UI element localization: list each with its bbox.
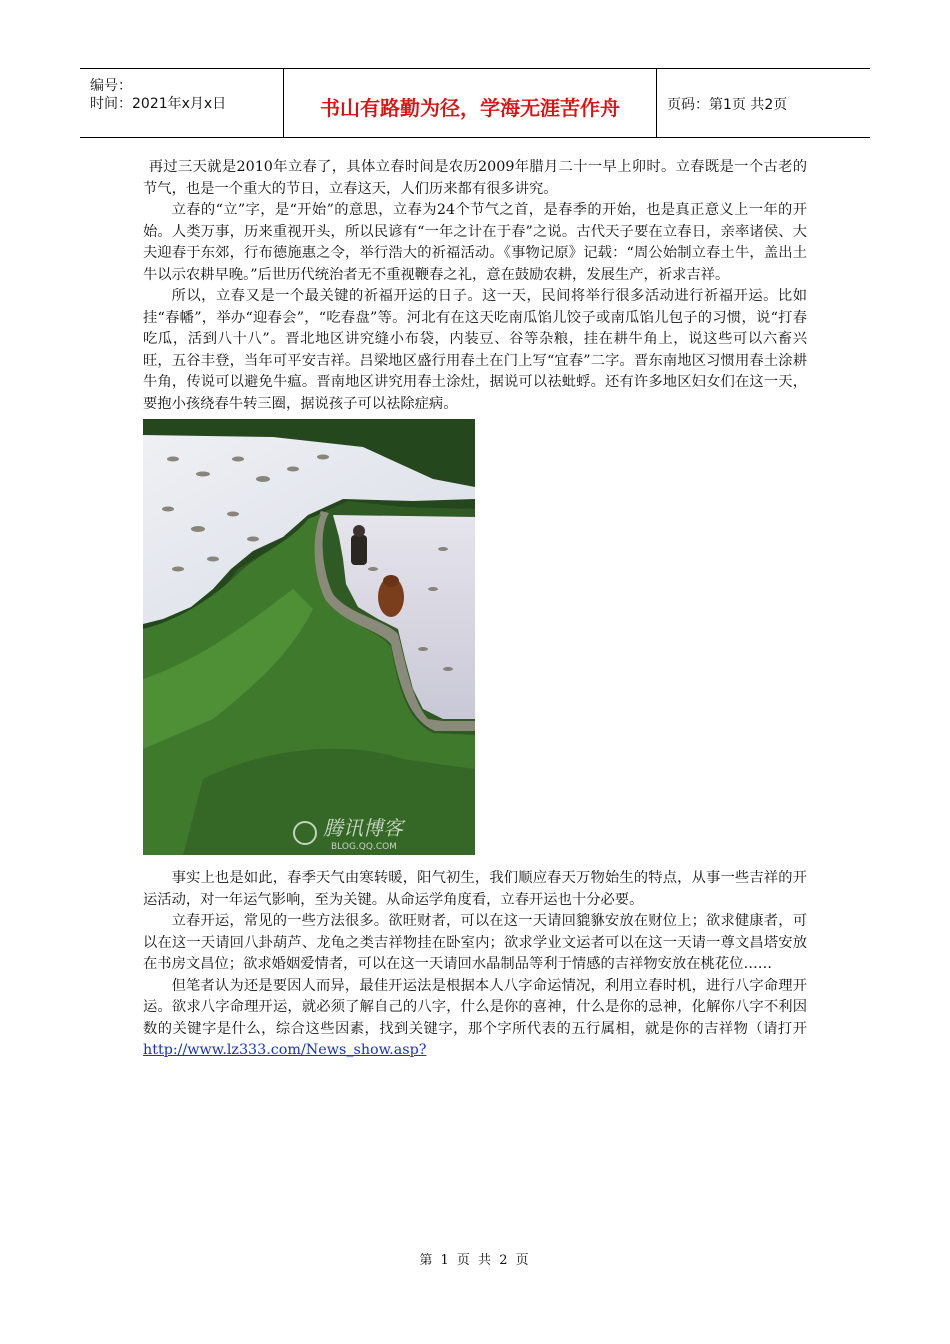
paragraph-5: 立春开运，常见的一些方法很多。欲旺财者，可以在这一天请回貔貅安放在财位上；欲求健康者，可以在这一天请回八卦葫芦、龙龟之类吉祥物挂在卧室内；欲求学业文运者可以在这一天请一尊文昌塔安放在书房文昌位；欲求婚姻爱情者，可以在这一天请回水晶制品等利于情感的吉祥物安放在桃花位…… [143,913,807,972]
header-page-cell [657,69,870,137]
number-label: 编号： [90,78,132,94]
page-footer: 第 1 页 共 2 页 [419,1253,531,1268]
document-header [80,68,870,138]
watermark-text: 腾讯博客 [323,816,403,840]
article-body [143,157,807,1062]
paragraph-6 [143,976,807,1062]
paragraph-1: 再过三天就是2010年立春了，具体立春时间是农历2009年腊月二十一早上卯时。立春既是一个古老的节气，也是一个重大的节日，立春这天，人们历来都有很多讲究。 [143,159,807,197]
paragraph-3: 所以，立春又是一个最关键的祈福开运的日子。这一天，民间将举行很多活动进行祈福开运。比如挂“春幡”，举办“迎春会”，“吃春盘”等。河北有在这天吃南瓜馅儿饺子或南瓜馅儿包子的习惯，说“打春吃瓜，活到八十八”。晋北地区讲究缝小布袋，内装豆、谷等杂粮，挂在耕牛角上，说这些可以六畜兴旺，五谷丰登，当年可平安吉祥。吕梁地区盛行用春土在门上写“宜春”二字。晋东南地区习惯用春土涂耕牛角，传说可以避免牛瘟。晋南地区讲究用春土涂灶，据说可以祛蚍蜉。还有许多地区妇女们在这一天，要抱小孩绕春牛转三圈，据说孩子可以祛除症病。 [143,288,807,412]
lz333-link[interactable]: http://www.lz333.com/News_show.asp? [143,1042,427,1058]
rice-terrace-photo [143,419,475,855]
page-label: 页码：第1页 共2页 [667,97,788,113]
time-label: 时间：2021年x月x日 [90,96,227,112]
header-motto-cell [284,69,657,137]
header-meta-cell [80,69,284,137]
paragraph-4: 事实上也是如此，春季天气由寒转暖，阳气初生，我们顺应春天万物始生的特点，从事一些吉祥的开运活动，对一年运气影响，至为关键。从命运学角度看，立春开运也十分必要。 [143,870,807,908]
farmer-figure [351,525,367,565]
watermark-subtext: BLOG.QQ.COM [331,842,397,852]
motto: 书山有路勤为径，学海无涯苦作舟 [320,96,620,120]
paragraph-6-text: 但笔者认为还是要因人而异，最佳开运法是根据本人八字命运情况，利用立春时机，进行八字命理开运。欲求八字命理开运，就必须了解自己的八字，什么是你的喜神，什么是你的忌神，化解你八字不利因数的关键字是什么，综合这些因素，找到关键字，那个字所代表的五行属相，就是你的吉祥物（请打开 [143,977,807,1037]
paragraph-2: 立春的“立”字，是“开始”的意思，立春为24个节气之首，是春季的开始，也是真正意义上一年的开始。人类万事，历来重视开头，所以民谚有“一年之计在于春”之说。古代天子要在立春日，亲率诸侯、大夫迎春于东郊，行布德施惠之令，举行浩大的祈福活动。《事物记原》记载：“周公始制立春土牛，盖出土牛以示农耕早晚。”后世历代统治者无不重视鞭春之礼，意在鼓励农耕，发展生产，祈求吉祥。 [143,202,807,283]
